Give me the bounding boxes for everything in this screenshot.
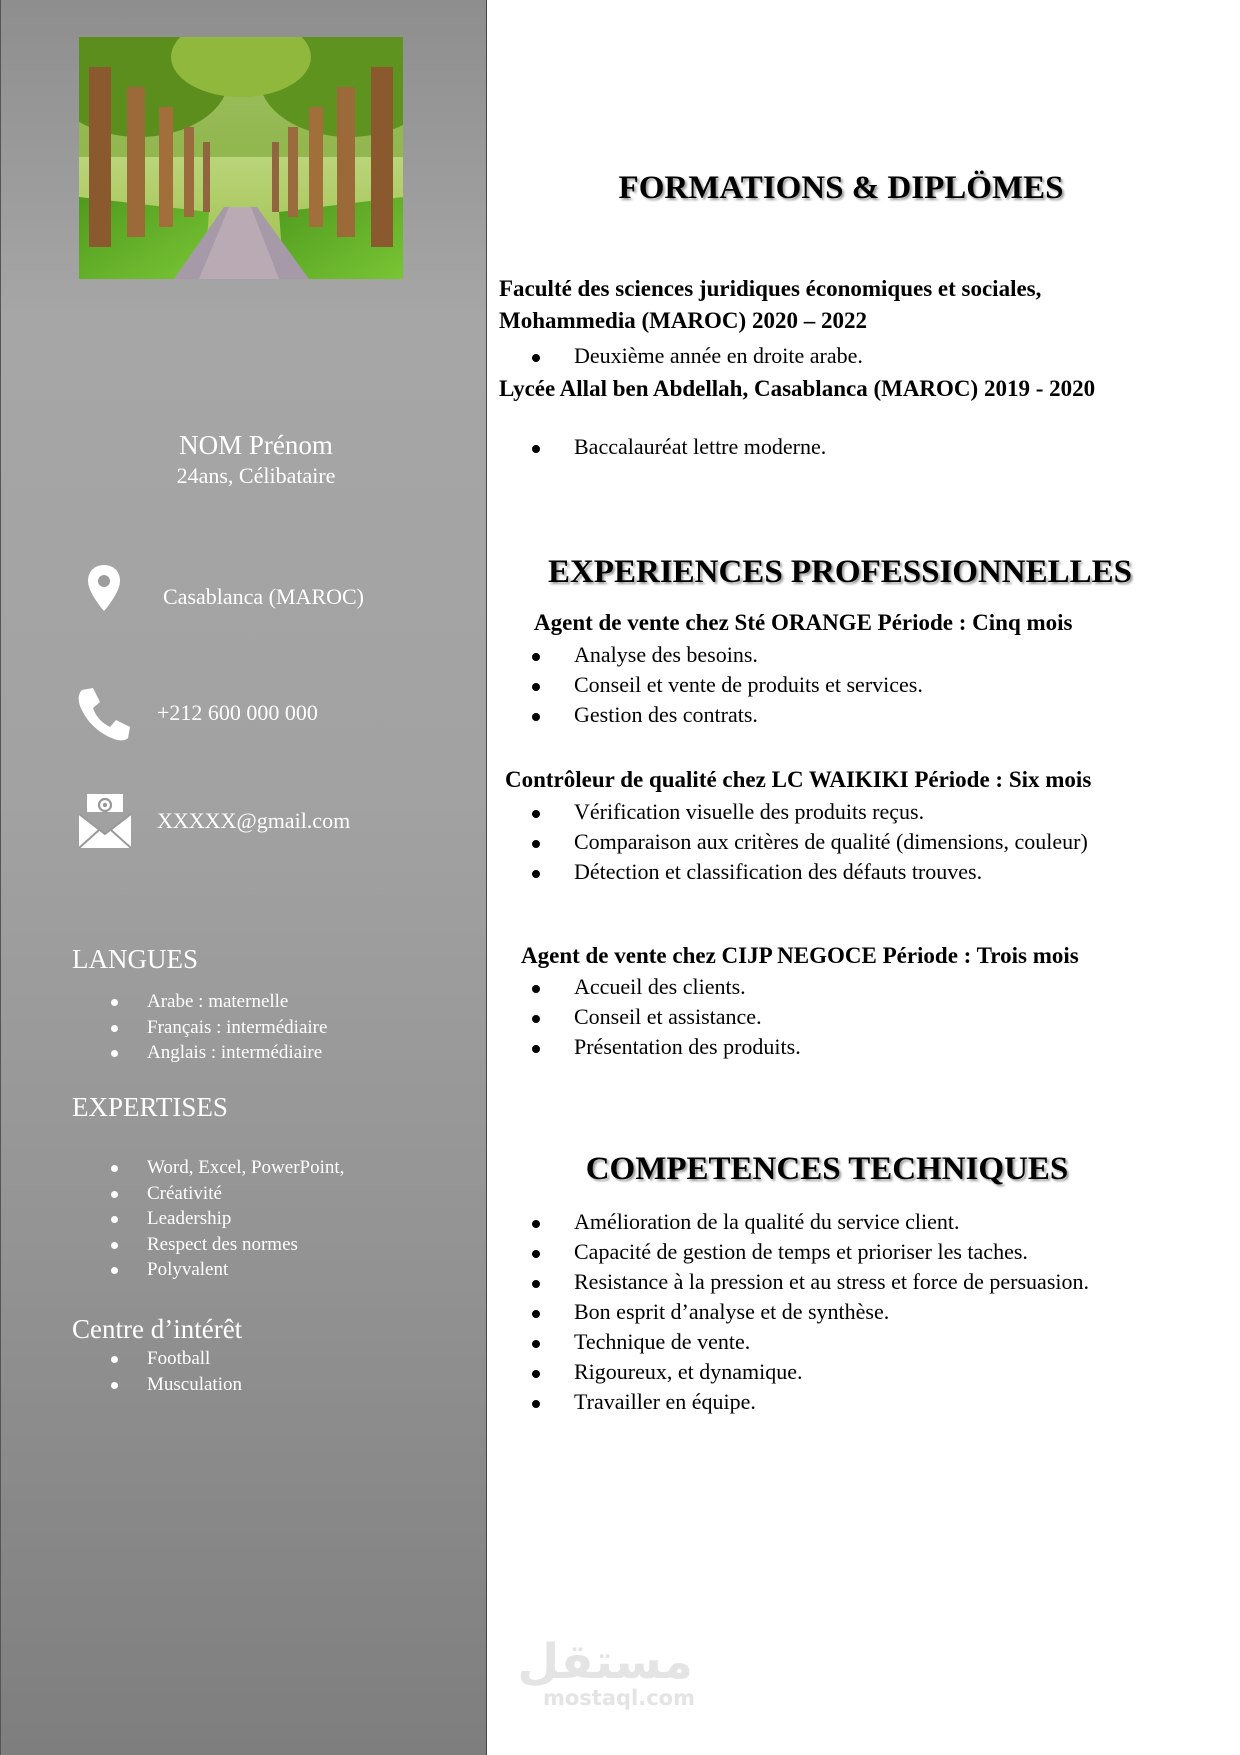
main-content xyxy=(487,0,1240,1755)
list-item: Conseil et assistance. xyxy=(530,1002,801,1032)
phone-icon xyxy=(76,686,132,747)
email-text: XXXXX@gmail.com xyxy=(157,808,351,833)
list-item: Présentation des produits. xyxy=(530,1032,801,1062)
list-item: Comparaison aux critères de qualité (dimensions, couleur) xyxy=(530,827,1090,857)
school2-line: Lycée Allal ben Abdellah, Casablanca (MAROC) 2019 - 2020 xyxy=(499,376,1096,401)
watermark-latin: mostaql.com xyxy=(543,1686,695,1710)
list-item: Créativité xyxy=(108,1181,344,1207)
envelope-at-icon xyxy=(77,790,133,855)
list-item: Capacité de gestion de temps et prioriser les taches. xyxy=(530,1237,1100,1267)
job2-title: Contrôleur de qualité chez LC WAIKIKI Période : Six mois xyxy=(505,767,1092,792)
list-item: Resistance à la pression et au stress et force de persuasion. xyxy=(530,1267,1100,1297)
list-item: Respect des normes xyxy=(108,1232,344,1258)
list-item: Accueil des clients. xyxy=(530,972,801,1002)
phone-text: +212 600 000 000 xyxy=(157,700,318,725)
list-item: Football xyxy=(108,1346,242,1372)
map-pin-icon xyxy=(87,564,121,617)
list-item: Technique de vente. xyxy=(530,1327,1100,1357)
list-item: Rigoureux, et dynamique. xyxy=(530,1357,1100,1387)
list-item: Word, Excel, PowerPoint, xyxy=(108,1155,344,1181)
job1-title: Agent de vente chez Sté ORANGE Période : Cinq mois xyxy=(534,610,1073,635)
list-item: Polyvalent xyxy=(108,1257,344,1283)
watermark-arabic: مستقل xyxy=(517,1634,693,1690)
expertises-heading: EXPERTISES xyxy=(72,1092,228,1122)
formations-title: FORMATIONS & DIPLÖMES xyxy=(618,170,1064,206)
competences-title: COMPETENCES TECHNIQUES xyxy=(585,1151,1069,1187)
school2-list xyxy=(530,432,826,462)
list-item: Gestion des contrats. xyxy=(530,700,923,730)
list-item: Deuxième année en droite arabe. xyxy=(530,341,863,371)
person-name: NOM Prénom xyxy=(179,430,333,460)
job1-list xyxy=(530,640,923,730)
list-item: Travailler en équipe. xyxy=(530,1387,1100,1417)
list-item: Bon esprit d’analyse et de synthèse. xyxy=(530,1297,1100,1327)
list-item: Amélioration de la qualité du service client. xyxy=(530,1207,1100,1237)
profile-photo xyxy=(79,37,403,279)
list-item: Baccalauréat lettre moderne. xyxy=(530,432,826,462)
list-item: Détection et classification des défauts trouves. xyxy=(530,857,1090,887)
job3-title: Agent de vente chez CIJP NEGOCE Période : Trois mois xyxy=(521,943,1079,968)
location-text: Casablanca (MAROC) xyxy=(163,584,365,609)
job2-list xyxy=(530,797,1090,887)
job3-list xyxy=(530,972,801,1062)
list-item: Vérification visuelle des produits reçus. xyxy=(530,797,1090,827)
person-status: 24ans, Célibataire xyxy=(176,463,336,488)
langues-heading: LANGUES xyxy=(72,944,198,974)
langues-list xyxy=(108,989,327,1066)
list-item: Arabe : maternelle xyxy=(108,989,327,1015)
school1-list xyxy=(530,341,863,371)
sidebar xyxy=(0,0,487,1755)
list-item: Français : intermédiaire xyxy=(108,1015,327,1041)
list-item: Anglais : intermédiaire xyxy=(108,1040,327,1066)
list-item: Musculation xyxy=(108,1372,242,1398)
interet-heading: Centre d’intérêt xyxy=(72,1314,243,1344)
list-item: Conseil et vente de produits et services. xyxy=(530,670,923,700)
watermark xyxy=(517,1634,695,1710)
competences-list xyxy=(530,1207,1100,1417)
school1-line1: Faculté des sciences juridiques économiques et sociales, xyxy=(499,276,1042,301)
list-item: Leadership xyxy=(108,1206,344,1232)
school1-line2: Mohammedia (MAROC) 2020 – 2022 xyxy=(499,308,867,333)
interet-list xyxy=(108,1346,242,1397)
list-item: Analyse des besoins. xyxy=(530,640,923,670)
experiences-title: EXPERIENCES PROFESSIONNELLES xyxy=(547,554,1133,590)
expertises-list xyxy=(108,1155,344,1283)
